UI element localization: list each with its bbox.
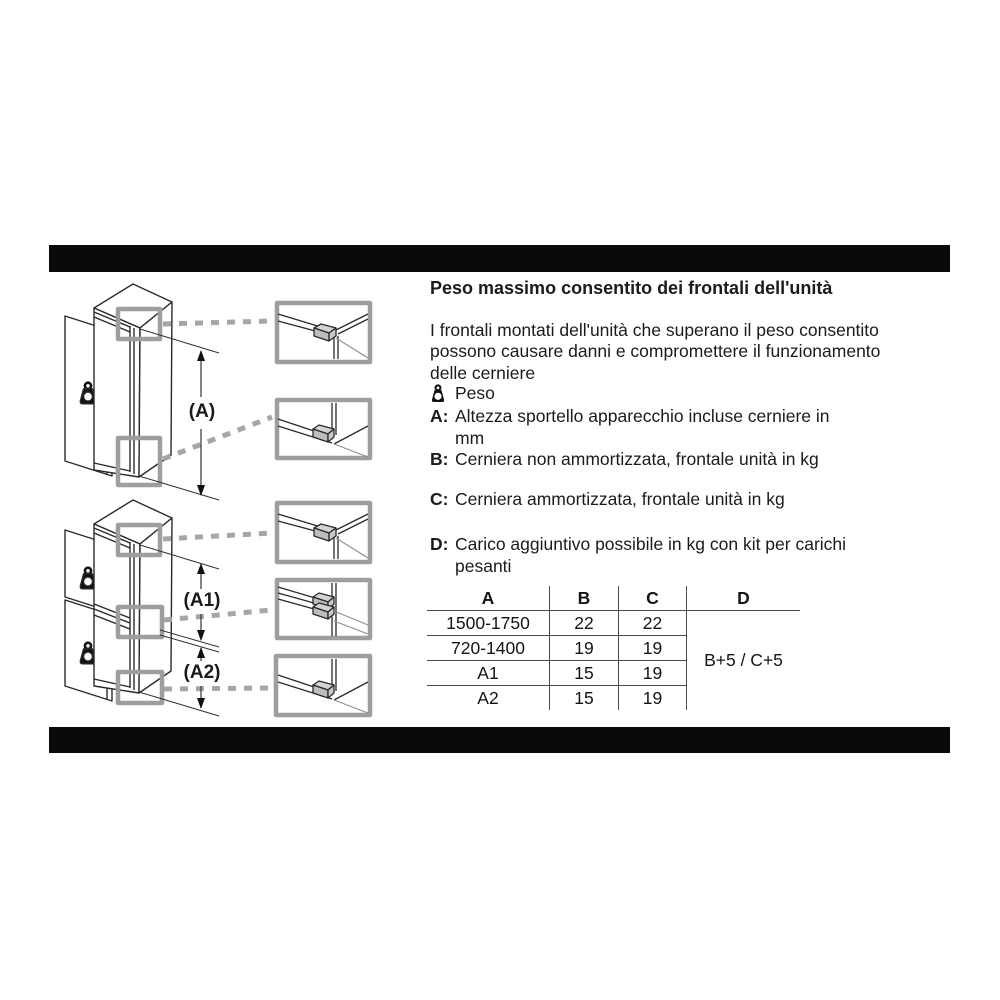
hinge-callout-box-bottom <box>276 656 370 715</box>
legend-line: Carico aggiuntivo possibile in kg con kit per carichi <box>455 534 847 554</box>
table-cell-b: 15 <box>550 686 619 711</box>
table-cell-b: 15 <box>550 661 619 686</box>
intro-paragraph <box>430 320 880 384</box>
table-cell-d-merged: B+5 / C+5 <box>704 650 783 670</box>
callout-dashed-line <box>163 533 272 539</box>
legend-prefix: A: <box>430 406 449 426</box>
intro-line: I frontali montati dell'unità che superano il peso consentito <box>430 320 879 340</box>
weight-legend-row <box>430 383 495 405</box>
separator-bar-top <box>49 245 950 272</box>
hinge-callout-box-middle <box>277 580 370 638</box>
table-cell-a: 720-1400 <box>427 636 550 661</box>
table-cell-b: 19 <box>550 636 619 661</box>
weight-legend-label: Peso <box>455 383 495 403</box>
legend-line: Cerniera non ammortizzata, frontale unità in kg <box>455 449 819 469</box>
arrow-down-icon <box>197 485 205 496</box>
intro-line: possono causare danni e compromettere il funzionamento <box>430 341 881 362</box>
legend-prefix: B: <box>430 449 449 469</box>
spec-table <box>427 586 800 710</box>
installation-diagram <box>45 275 385 725</box>
legend-line: pesanti <box>455 555 512 576</box>
legend-item-d <box>430 534 846 577</box>
dimension-label-a: (A) <box>182 401 222 423</box>
separator-bar-bottom <box>49 727 950 753</box>
dimension-label-a1: (A1) <box>176 590 228 612</box>
page-title: Peso massimo consentito dei frontali dell'unità <box>430 278 833 298</box>
hinge-callout-box-top <box>277 303 370 362</box>
callout-dashed-line <box>164 688 272 689</box>
table-header-a: A <box>427 586 550 611</box>
arrow-up-icon <box>197 647 205 658</box>
table-cell-c: 19 <box>619 686 687 711</box>
table-cell-a: A2 <box>427 686 550 711</box>
table-cell-c: 19 <box>619 636 687 661</box>
table-header-b: B <box>550 586 619 611</box>
legend-line: mm <box>455 427 485 448</box>
legend-prefix: D: <box>430 534 449 554</box>
table-cell-b: 22 <box>550 611 619 636</box>
arrow-up-icon <box>197 350 205 361</box>
table-header-c: C <box>619 586 687 611</box>
callout-dashed-line <box>163 321 272 324</box>
table-cell-a: 1500-1750 <box>427 611 550 636</box>
legend-item-b <box>430 449 819 471</box>
weight-icon <box>430 384 446 403</box>
arrow-down-icon <box>197 698 205 709</box>
dimension-label-a2: (A2) <box>176 662 228 684</box>
hinge-callout-box-bottom <box>277 400 370 458</box>
hinge-callout-box-top <box>277 503 370 562</box>
legend-line: Cerniera ammortizzata, frontale unità in kg <box>455 489 785 509</box>
intro-line: delle cerniere <box>430 362 536 383</box>
legend-item-a <box>430 406 830 449</box>
callout-dashed-line <box>163 417 272 459</box>
legend-item-c <box>430 489 785 511</box>
table-cell-c: 22 <box>619 611 687 636</box>
table-cell-a: A1 <box>427 661 550 686</box>
table-header-d: D <box>687 586 801 611</box>
arrow-down-icon <box>197 630 205 641</box>
legend-line: Altezza sportello apparecchio incluse cerniere in <box>455 406 830 426</box>
legend-prefix: C: <box>430 489 449 509</box>
table-header-row <box>427 586 800 611</box>
single-door-unit-diagram <box>65 284 370 500</box>
table-row <box>427 611 800 636</box>
table-cell-c: 19 <box>619 661 687 686</box>
